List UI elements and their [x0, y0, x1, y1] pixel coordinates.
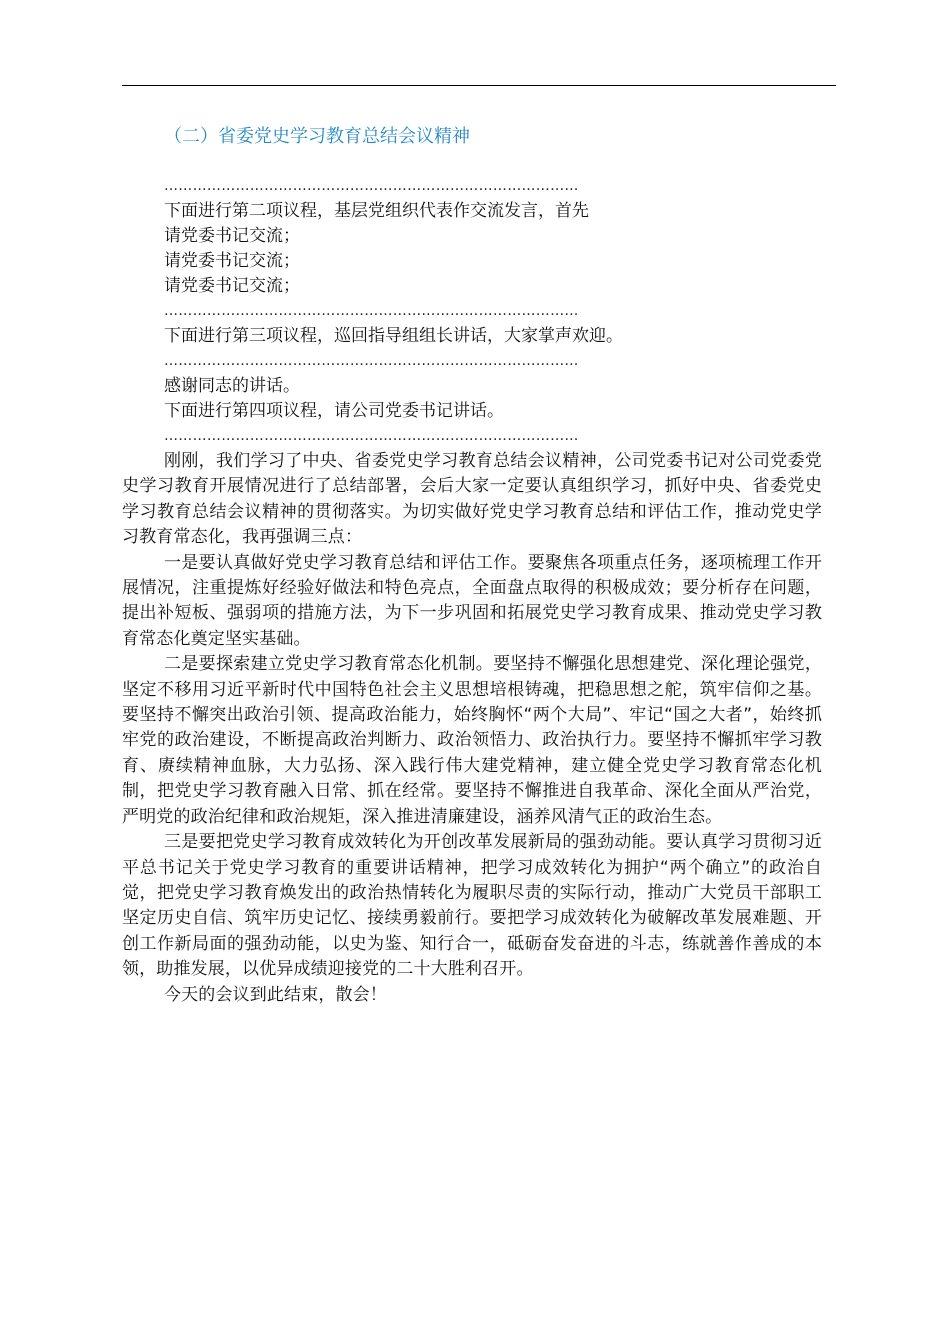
speech-intro-paragraph: 刚刚，我们学习了中央、省委党史学习教育总结会议精神，公司党委书记对公司党委党史学习教育开展情况进行了总结部署，会后大家一定要认真组织学习，抓好中央、省委党史学习教育总结会议精神的贯彻落实。为切实做好党史学习教育总结和评估工作，推动党史学习教育常态化，我再强调三点： — [122, 451, 822, 548]
dotted-separator: …………………………………………………………………………… — [164, 303, 579, 319]
dotted-separator: …………………………………………………………………………… — [164, 353, 579, 369]
speech-point-2: 二是要探索建立党史学习教育常态化机制。要坚持不懈强化思想建党、深化理论强党，坚定不移用习近平新时代中国特色社会主义思想培根铸魂，把稳思想之舵，筑牢信仰之基。要坚持不懈突出政治引领、提高政治能力，始终胸怀“两个大局”、牢记“国之大者”，始终抓牢党的政治建设，不断提高政治判断力、政治领悟力、政治执行力。要坚持不懈抓牢学习教育、赓续精神血脉，大力弘扬、深入践行伟大建党精神，建立健全党史学习教育常态化机制，把党史学习教育融入日常、抓在经常。要坚持不懈推进自我革命、深化全面从严治党，严明党的政治纪律和政治规矩，深入推进清廉建设，涵养风清气正的政治生态。 — [122, 654, 822, 827]
speaker-line: 请党委书记交流； — [164, 226, 300, 246]
header-rule — [122, 85, 836, 86]
section-heading: （二）省委党史学习教育总结会议精神 — [164, 126, 470, 147]
speech-point-3: 三是要把党史学习教育成效转化为开创改革发展新局的强劲动能。要认真学习贯彻习近平总书记关于党史学习教育的重要讲话精神，把学习成效转化为拥护“两个确立”的政治自觉，把党史学习教育焕发出的政治热情转化为履职尽责的实际行动，推动广大党员干部职工坚定历史自信、筑牢历史记忆、接续勇毅前行。要把学习成效转化为破解改革发展难题、开创工作新局面的强劲动能，以史为鉴、知行合一，砥砺奋发奋进的斗志，练就善作善成的本领，助推发展，以优异成绩迎接党的二十大胜利召开。 — [122, 832, 822, 980]
document-body — [122, 174, 822, 1008]
dotted-separator: …………………………………………………………………………… — [164, 178, 579, 194]
agenda-item-3: 下面进行第三项议程，巡回指导组组长讲话，大家掌声欢迎。 — [164, 326, 623, 346]
thanks-line: 感谢同志的讲话。 — [164, 376, 300, 396]
speaker-line: 请党委书记交流； — [164, 276, 300, 296]
speech-point-1: 一是要认真做好党史学习教育总结和评估工作。要聚焦各项重点任务，逐项梳理工作开展情况，注重提炼好经验好做法和特色亮点，全面盘点取得的积极成效；要分析存在问题，提出补短板、强弱项的措施方法，为下一步巩固和拓展党史学习教育成果、推动党史学习教育常态化奠定坚实基础。 — [122, 552, 822, 649]
agenda-item-2-intro: 下面进行第二项议程，基层党组织代表作交流发言，首先 — [164, 201, 589, 221]
dotted-separator: …………………………………………………………………………… — [164, 428, 579, 444]
closing-line: 今天的会议到此结束，散会！ — [164, 984, 387, 1005]
agenda-item-4: 下面进行第四项议程，请公司党委书记讲话。 — [164, 401, 504, 421]
speaker-line: 请党委书记交流； — [164, 251, 300, 271]
